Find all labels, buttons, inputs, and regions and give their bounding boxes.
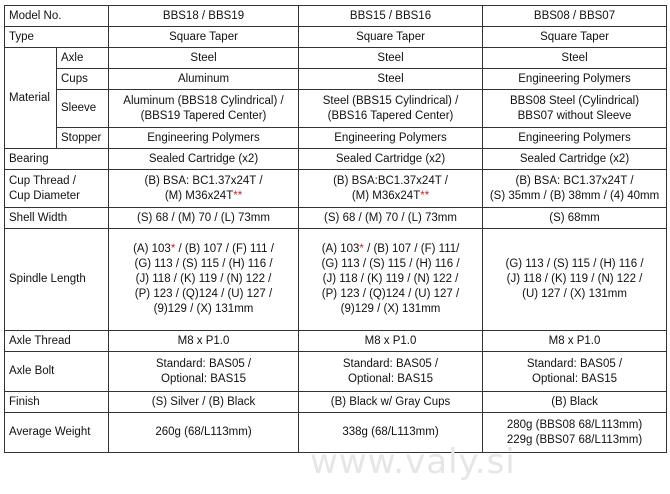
row-material-sleeve xyxy=(5,90,667,128)
bearing-col-1: Sealed Cartridge (x2) xyxy=(109,149,299,170)
cup-thread-col-3-line-1: (B) BSA: BC1.37x24T / xyxy=(515,174,634,187)
row-shell-width xyxy=(5,208,667,229)
label-axle: Axle xyxy=(57,48,109,69)
axle-bolt-col-3-line-2: Optional: BAS15 xyxy=(532,372,618,385)
weight-col-1 xyxy=(109,413,299,453)
spindle-col-3-line-1: (G) 113 / (S) 115 / (H) 116 / xyxy=(505,258,644,270)
axle-col-2: Steel xyxy=(299,48,483,69)
sleeve-col-2-line-2: (BBS16 Tapered Center) xyxy=(327,109,454,122)
spindle-col-1-line-5: (9)129 / (X) 131mm xyxy=(153,303,254,315)
cup-thread-col-1-value: (M) M36x24T xyxy=(164,189,234,202)
row-finish xyxy=(5,392,667,413)
spindle-col-2-line-3: (J) 118 / (K) 119 / (N) 122 / xyxy=(322,273,459,285)
bearing-col-3: Sealed Cartridge (x2) xyxy=(483,149,667,170)
axle-col-3: Steel xyxy=(483,48,667,69)
label-sleeve: Sleeve xyxy=(57,90,109,128)
spindle-col-1 xyxy=(109,229,299,331)
row-spindle-length xyxy=(5,229,667,331)
row-average-weight xyxy=(5,413,667,453)
type-col-3: Square Taper xyxy=(483,27,667,48)
spindle-col-1-line-2: (G) 113 / (S) 115 / (H) 116 / xyxy=(134,258,273,270)
spindle-col-1-line-3: (J) 118 / (K) 119 / (N) 122 / xyxy=(135,273,272,285)
label-average-weight: Average Weight xyxy=(5,413,109,453)
row-cup-thread xyxy=(5,170,667,208)
axle-bolt-col-1-line-2: Optional: BAS15 xyxy=(161,372,247,385)
spindle-col-2-line-5: (9)129 / (X) 131mm xyxy=(340,303,441,315)
row-type xyxy=(5,27,667,48)
spindle-col-3 xyxy=(483,229,667,331)
shell-width-col-3: (S) 68mm xyxy=(483,208,667,229)
sleeve-col-3 xyxy=(483,90,667,128)
label-shell-width: Shell Width xyxy=(5,208,109,229)
spindle-col-1-first: (A) 103 xyxy=(133,243,171,255)
watermark: www.valy.si xyxy=(310,442,516,482)
axle-thread-col-1: M8 x P1.0 xyxy=(109,331,299,352)
cup-thread-col-3 xyxy=(483,170,667,208)
axle-bolt-col-2 xyxy=(299,352,483,392)
shell-width-col-1: (S) 68 / (M) 70 / (L) 73mm xyxy=(109,208,299,229)
axle-bolt-col-2-line-1: Standard: BAS05 / xyxy=(342,357,439,370)
bearing-col-2: Sealed Cartridge (x2) xyxy=(299,149,483,170)
model-col-3: BBS08 / BBS07 xyxy=(483,6,667,27)
label-cup-thread xyxy=(5,170,109,208)
cup-thread-col-3-line-2: (S) 35mm / (B) 38mm / (4) 40mm xyxy=(489,189,660,202)
weight-col-3-line-1: 280g (BBS08 68/L113mm) xyxy=(506,418,643,431)
sleeve-col-3-line-2: BBS07 without Sleeve xyxy=(517,109,632,122)
stopper-col-2: Engineering Polymers xyxy=(299,128,483,149)
spindle-col-2-rest: / (B) 107 / (F) 111/ xyxy=(363,243,460,255)
finish-col-3: (B) Black xyxy=(483,392,667,413)
shell-width-col-2: (S) 68 / (M) 70 / (L) 73mm xyxy=(299,208,483,229)
weight-col-2 xyxy=(299,413,483,453)
cup-thread-col-1 xyxy=(109,170,299,208)
label-stopper: Stopper xyxy=(57,128,109,149)
label-axle-bolt: Axle Bolt xyxy=(5,352,109,392)
label-material: Material xyxy=(5,48,57,149)
sleeve-col-2 xyxy=(299,90,483,128)
axle-bolt-col-1-line-1: Standard: BAS05 / xyxy=(155,357,252,370)
label-spindle-length: Spindle Length xyxy=(5,229,109,331)
cups-col-2: Steel xyxy=(299,69,483,90)
spindle-col-2 xyxy=(299,229,483,331)
weight-col-3-line-2: 229g (BBS07 68/L113mm) xyxy=(506,433,643,446)
stopper-col-1: Engineering Polymers xyxy=(109,128,299,149)
spindle-col-3-line-2: (J) 118 / (K) 119 / (N) 122 / xyxy=(506,273,643,285)
axle-thread-col-3: M8 x P1.0 xyxy=(483,331,667,352)
cup-thread-col-2-line-2 xyxy=(303,189,478,204)
spindle-col-2-first: (A) 103 xyxy=(321,243,360,255)
sleeve-col-1-line-2: (BBS19 Tapered Center) xyxy=(140,109,267,122)
label-cup-thread-line-2: Cup Diameter xyxy=(9,189,80,202)
sleeve-col-1-line-1: Aluminum (BBS18 Cylindrical) / xyxy=(123,94,284,107)
label-cup-thread-line-1: Cup Thread / xyxy=(9,174,76,187)
axle-bolt-col-2-line-2: Optional: BAS15 xyxy=(348,372,434,385)
axle-col-1: Steel xyxy=(109,48,299,69)
spindle-col-2-line-2: (G) 113 / (S) 115 / (H) 116 / xyxy=(321,258,460,270)
label-type: Type xyxy=(5,27,109,48)
weight-col-3 xyxy=(483,413,667,453)
spindle-col-1-rest: / (B) 107 / (F) 111 / xyxy=(175,243,274,255)
spindle-col-1-line-1 xyxy=(113,242,294,257)
cup-thread-col-2 xyxy=(299,170,483,208)
sleeve-col-3-line-1: BBS08 Steel (Cylindrical) xyxy=(509,94,640,107)
label-cups: Cups xyxy=(57,69,109,90)
sleeve-col-1 xyxy=(109,90,299,128)
weight-col-1-line-1: 260g (68/L113mm) xyxy=(155,426,252,438)
model-col-2: BBS15 / BBS16 xyxy=(299,6,483,27)
cup-thread-col-1-line-2 xyxy=(113,189,294,204)
row-axle-thread xyxy=(5,331,667,352)
label-model: Model No. xyxy=(5,6,109,27)
axle-bolt-col-1 xyxy=(109,352,299,392)
row-model xyxy=(5,6,667,27)
label-finish: Finish xyxy=(5,392,109,413)
axle-bolt-col-3-line-1: Standard: BAS05 / xyxy=(526,357,623,370)
sleeve-col-2-line-1: Steel (BBS15 Cylindrical) / xyxy=(322,94,459,107)
type-col-2: Square Taper xyxy=(299,27,483,48)
weight-col-2-line-1: 338g (68/L113mm) xyxy=(342,426,439,438)
cups-col-3: Engineering Polymers xyxy=(483,69,667,90)
finish-col-2: (B) Black w/ Gray Cups xyxy=(299,392,483,413)
spindle-col-2-line-1 xyxy=(303,242,478,257)
axle-thread-col-2: M8 x P1.0 xyxy=(299,331,483,352)
cup-thread-col-2-line-1: (B) BSA:BC1.37x24T / xyxy=(333,174,448,187)
row-material-cups xyxy=(5,69,667,90)
footnote-mark: ** xyxy=(233,189,243,202)
finish-col-1: (S) Silver / (B) Black xyxy=(109,392,299,413)
label-bearing: Bearing xyxy=(5,149,109,170)
spec-table xyxy=(4,5,667,453)
label-axle-thread: Axle Thread xyxy=(5,331,109,352)
row-axle-bolt xyxy=(5,352,667,392)
row-material-stopper xyxy=(5,128,667,149)
spindle-col-1-line-4: (P) 123 / (Q)124 / (U) 127 / xyxy=(134,288,273,300)
row-bearing xyxy=(5,149,667,170)
spindle-col-3-line-3: (U) 127 / (X) 131mm xyxy=(522,288,627,300)
row-material-axle xyxy=(5,48,667,69)
footnote-mark: ** xyxy=(420,189,430,202)
model-col-1: BBS18 / BBS19 xyxy=(109,6,299,27)
footnote-mark: * xyxy=(170,243,176,255)
footnote-mark: * xyxy=(359,243,364,255)
spindle-col-2-line-4: (P) 123 / (Q)124 / (U) 127 / xyxy=(321,288,460,300)
axle-bolt-col-3 xyxy=(483,352,667,392)
type-col-1: Square Taper xyxy=(109,27,299,48)
cup-thread-col-2-value: (M) M36x24T xyxy=(351,189,421,202)
cups-col-1: Aluminum xyxy=(109,69,299,90)
stopper-col-3: Engineering Polymers xyxy=(483,128,667,149)
cup-thread-col-1-line-1: (B) BSA: BC1.37x24T / xyxy=(144,174,263,187)
